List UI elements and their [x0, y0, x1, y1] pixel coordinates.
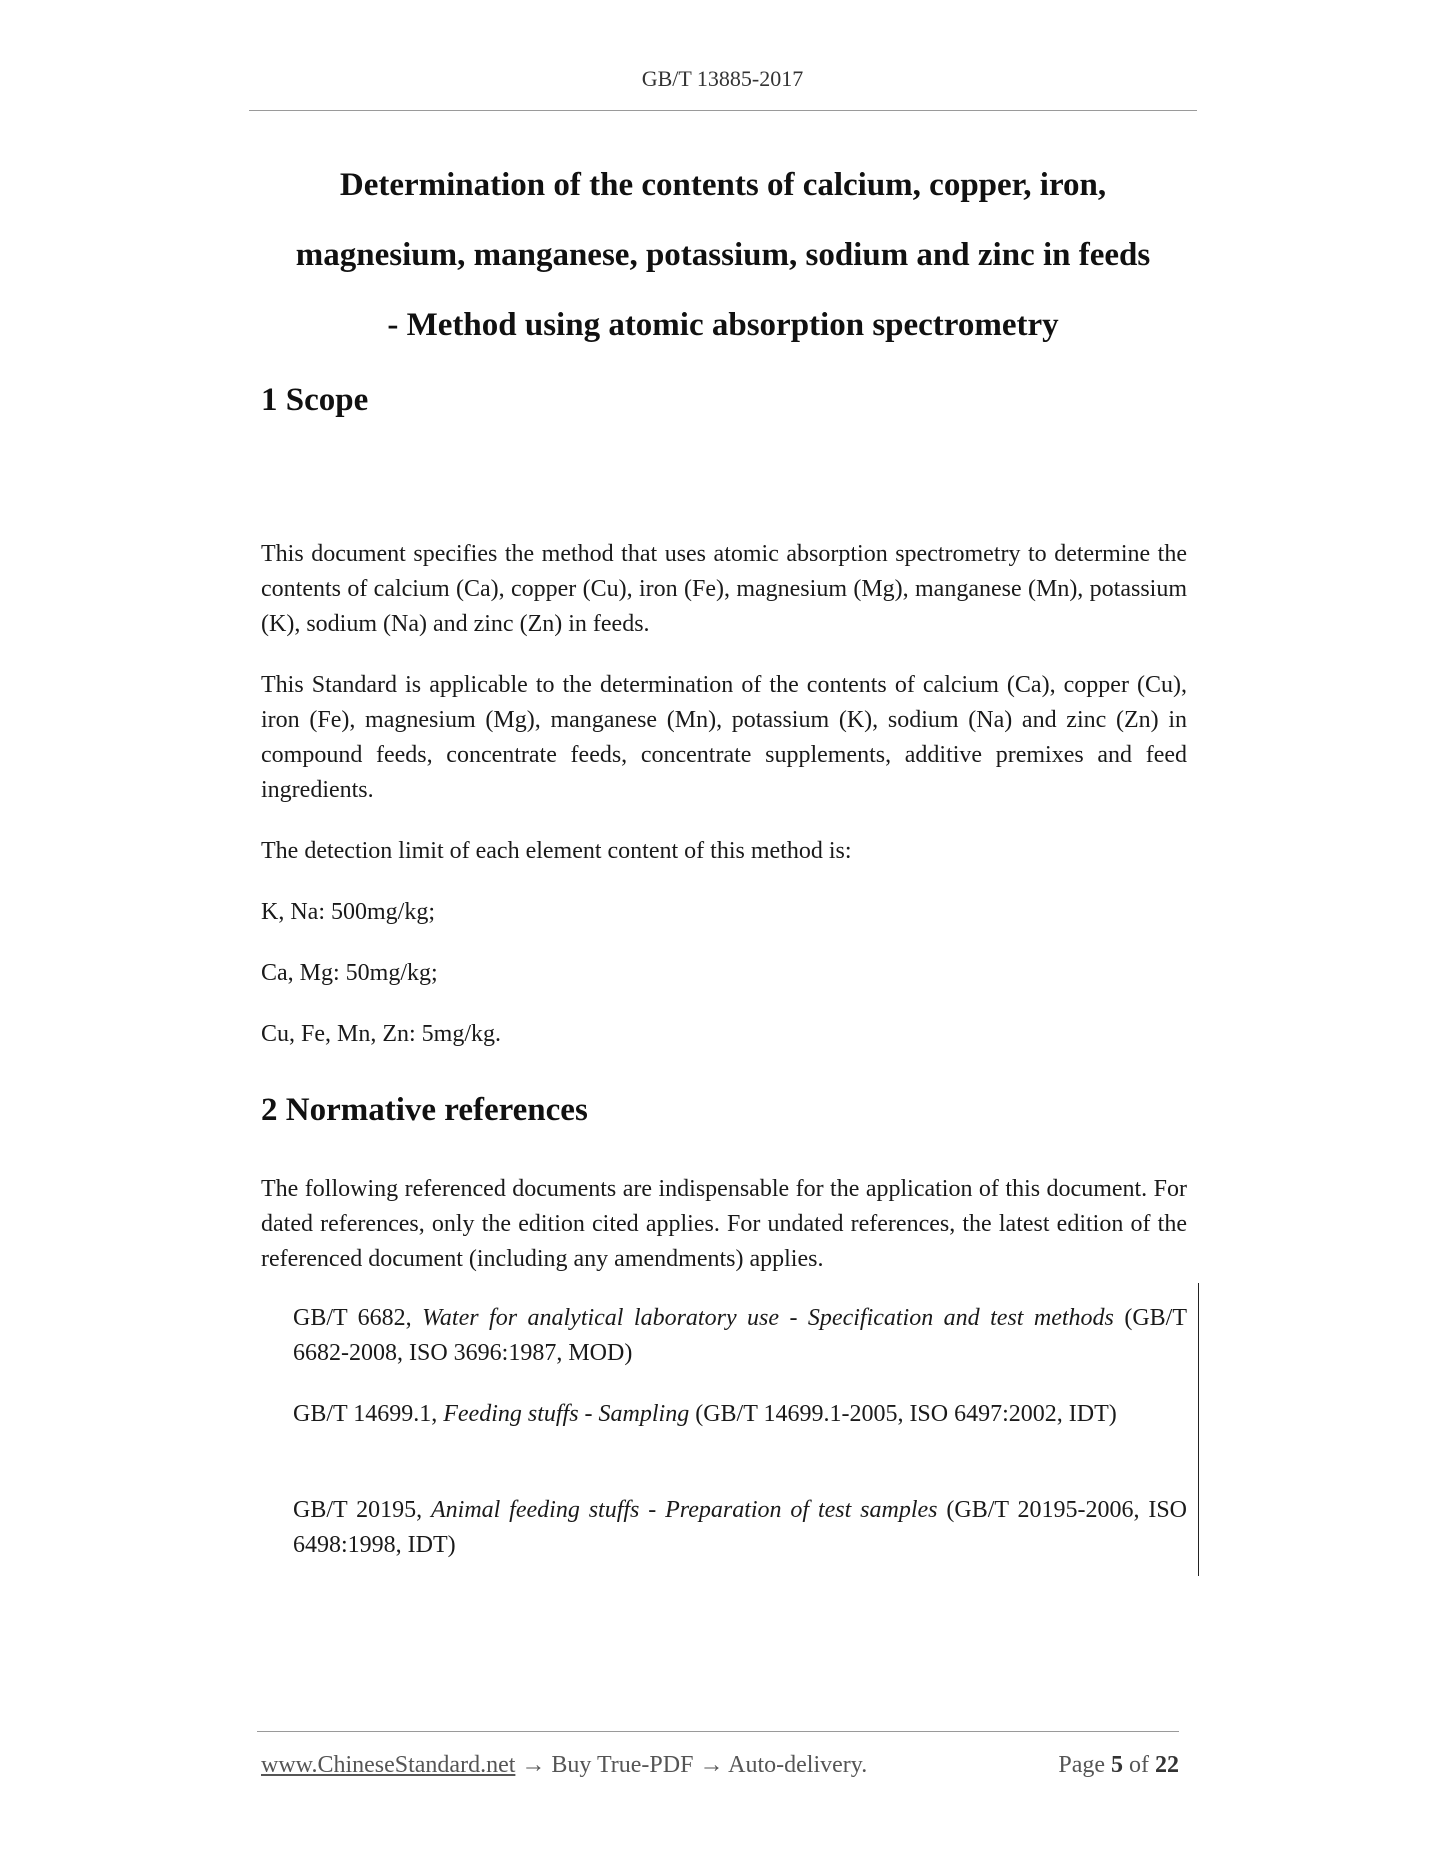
reference-code: GB/T 14699.1, [293, 1401, 438, 1427]
reference-entry [293, 1493, 1187, 1563]
reference-entry [293, 1301, 1187, 1371]
references-intro-paragraph: The following referenced documents are indispensable for the application of this document. For dated references, only the edition cited applies. For undated references, the latest edition of the referenced document (including any amendments) applies. [261, 1176, 1187, 1272]
reference-tail: (GB/T 20195-2006, ISO 6498:1998, IDT) [293, 1497, 1188, 1558]
scope-paragraph-1: This document specifies the method that uses atomic absorption spectrometry to determine the contents of calcium (Ca), copper (Cu), iron (Fe), magnesium (Mg), manganese (Mn), potassium (K), sodium (Na) and zinc (Zn) in feeds. [261, 541, 1187, 637]
section-heading-normative-references: 2 Normative references [261, 1092, 588, 1128]
change-bar [1198, 1283, 1199, 1576]
arrow-right-icon: → [699, 1752, 724, 1778]
reference-code: GB/T 6682, [293, 1305, 412, 1331]
title-line-2: magnesium, manganese, potassium, sodium and zinc in feeds [295, 237, 1151, 273]
auto-delivery-text: Auto-delivery. [728, 1752, 868, 1778]
buy-pdf-text: Buy True-PDF [551, 1752, 694, 1778]
total-pages-number: 22 [1155, 1752, 1179, 1778]
current-page-number: 5 [1111, 1752, 1123, 1778]
site-link[interactable]: www.ChineseStandard.net [261, 1752, 516, 1778]
detection-limit-item: Ca, Mg: 50mg/kg; [261, 960, 438, 986]
detection-limit-item: K, Na: 500mg/kg; [261, 899, 435, 925]
header-divider [249, 110, 1197, 111]
reference-title: Water for analytical laboratory use - Specification and test methods [422, 1305, 1114, 1331]
section-heading-scope: 1 Scope [261, 382, 369, 418]
title-line-3: - Method using atomic absorption spectrometry [387, 307, 1059, 343]
scope-paragraph-2: This Standard is applicable to the determination of the contents of calcium (Ca), copper (Cu), iron (Fe), magnesium (Mg), manganese (Mn), potassium (K), sodium (Na) and zinc (Zn) in compound feeds, concentrate feeds, concentrate supplements, additive premixes and feed ingredients. [261, 672, 1187, 803]
footer-divider [257, 1731, 1179, 1732]
title-line-1: Determination of the contents of calcium, copper, iron, [339, 167, 1107, 203]
document-title [249, 150, 1197, 360]
reference-tail: (GB/T 6682-2008, ISO 3696:1987, MOD) [293, 1305, 1188, 1366]
reference-code: GB/T 20195, [293, 1497, 423, 1523]
scope-paragraph-3: The detection limit of each element content of this method is: [261, 838, 852, 864]
reference-title: Animal feeding stuffs - Preparation of test samples [430, 1497, 938, 1523]
document-code-header: GB/T 13885-2017 [641, 66, 804, 91]
page-label: Page [1058, 1752, 1105, 1778]
page-indicator [1058, 1752, 1179, 1779]
detection-limit-item: Cu, Fe, Mn, Zn: 5mg/kg. [261, 1021, 502, 1047]
arrow-right-icon: → [521, 1752, 546, 1778]
reference-entry [293, 1397, 1187, 1432]
reference-title: Feeding stuffs - Sampling [443, 1401, 690, 1427]
reference-tail: (GB/T 14699.1-2005, ISO 6497:2002, IDT) [695, 1401, 1117, 1427]
of-label: of [1129, 1752, 1149, 1778]
footer-promo [261, 1752, 867, 1779]
